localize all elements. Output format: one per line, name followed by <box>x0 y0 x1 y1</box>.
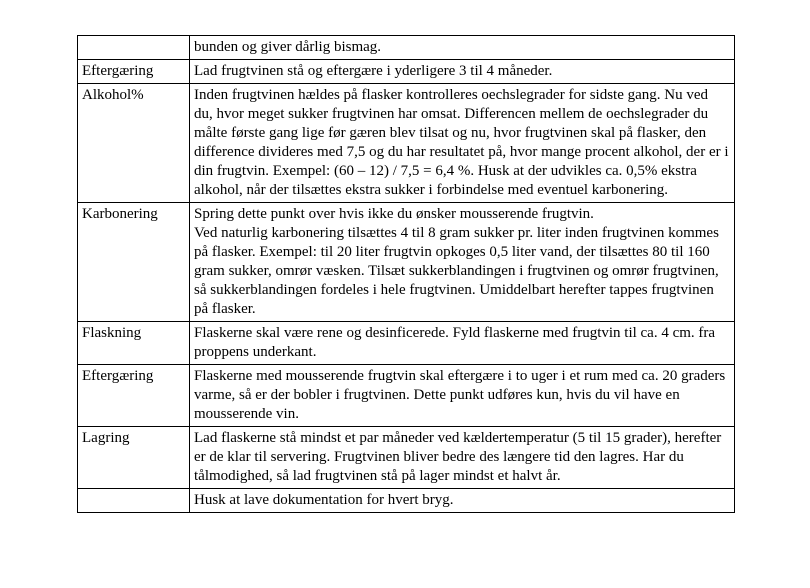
step-text-cell <box>190 60 735 84</box>
step-label: Flaskning <box>82 325 142 341</box>
step-label-cell <box>78 322 190 365</box>
step-text-cell <box>190 427 735 489</box>
step-text: Flaskerne skal være rene og desinficerede. Fyld flaskerne med frugtvin til ca. 4 cm. fra proppens underkant. <box>194 325 716 360</box>
step-text: Flaskerne med mousserende frugtvin skal eftergære i to uger i et rum med ca. 20 graders varme, så er der bobler i frugtvinen. Dette punkt udføres kun, hvis du vil have en mousserende vin. <box>194 368 726 422</box>
instructions-table <box>77 35 735 513</box>
table-row <box>78 60 735 84</box>
table-row <box>78 427 735 489</box>
step-label: Eftergæring <box>82 368 154 384</box>
table-row <box>78 84 735 203</box>
step-label: Alkohol% <box>82 87 144 103</box>
table-row <box>78 203 735 322</box>
step-label-cell <box>78 489 190 513</box>
table-row <box>78 365 735 427</box>
step-text: Lad frugtvinen stå og eftergære i yderligere 3 til 4 måneder. <box>194 63 553 79</box>
step-text-cell <box>190 84 735 203</box>
step-text: bunden og giver dårlig bismag. <box>194 39 382 55</box>
step-text: Inden frugtvinen hældes på flasker kontrolleres oechslegrader for sidste gang. Nu ved du, hvor meget sukker frugtvinen har omsat. Differencen mellem de oechslegrader du målte første gang lige før gæren blev tilsat og nu, hvor frugtvinen skal på flasker, den difference divideres med 7,5 og du har resultatet på, hvor mange procent alkohol, der er i din frugtvin. Exempel: (60 – 12) / 7,5 = 6,4 %. Husk at der udvikles ca. 0,5% ekstra alkohol, når der tilsættes ekstra sukker i forbindelse med eventuel karbonering. <box>194 87 729 198</box>
table-row <box>78 36 735 60</box>
step-label-cell <box>78 365 190 427</box>
step-text-cell <box>190 203 735 322</box>
step-label: Karbonering <box>82 206 158 222</box>
step-label-cell <box>78 36 190 60</box>
step-text: Spring dette punkt over hvis ikke du ønsker mousserende frugtvin. Ved naturlig karbonering tilsættes 4 til 8 gram sukker pr. liter inden frugtvinen kommes på flasker. Exempel: til 20 liter frugtvin opkoges 0,5 liter vand, der tilsættes 80 til 160 gram sukker, omrør væsken. Tilsæt sukkerblandingen i frugtvinen og omrør frugtvinen, så sukkerblandingen fordeles i hele frugtvinen. Umiddelbart herefter tappes frugtvinen på flasker. <box>194 206 719 317</box>
step-text-cell <box>190 36 735 60</box>
table-row <box>78 322 735 365</box>
table-row <box>78 489 735 513</box>
step-label-cell <box>78 84 190 203</box>
step-text-cell <box>190 322 735 365</box>
step-label: Eftergæring <box>82 63 154 79</box>
step-text-cell <box>190 365 735 427</box>
step-label-cell <box>78 60 190 84</box>
step-label-cell <box>78 203 190 322</box>
step-text: Husk at lave dokumentation for hvert bryg. <box>194 492 454 508</box>
step-label: Lagring <box>82 430 130 446</box>
step-text-cell <box>190 489 735 513</box>
step-label-cell <box>78 427 190 489</box>
step-text: Lad flaskerne stå mindst et par måneder ved kældertemperatur (5 til 15 grader), herefter er de klar til servering. Frugtvinen bliver bedre des længere tid den lagres. Har du tålmodighed, så lad frugtvinen stå på lager mindst et halvt år. <box>194 430 722 484</box>
